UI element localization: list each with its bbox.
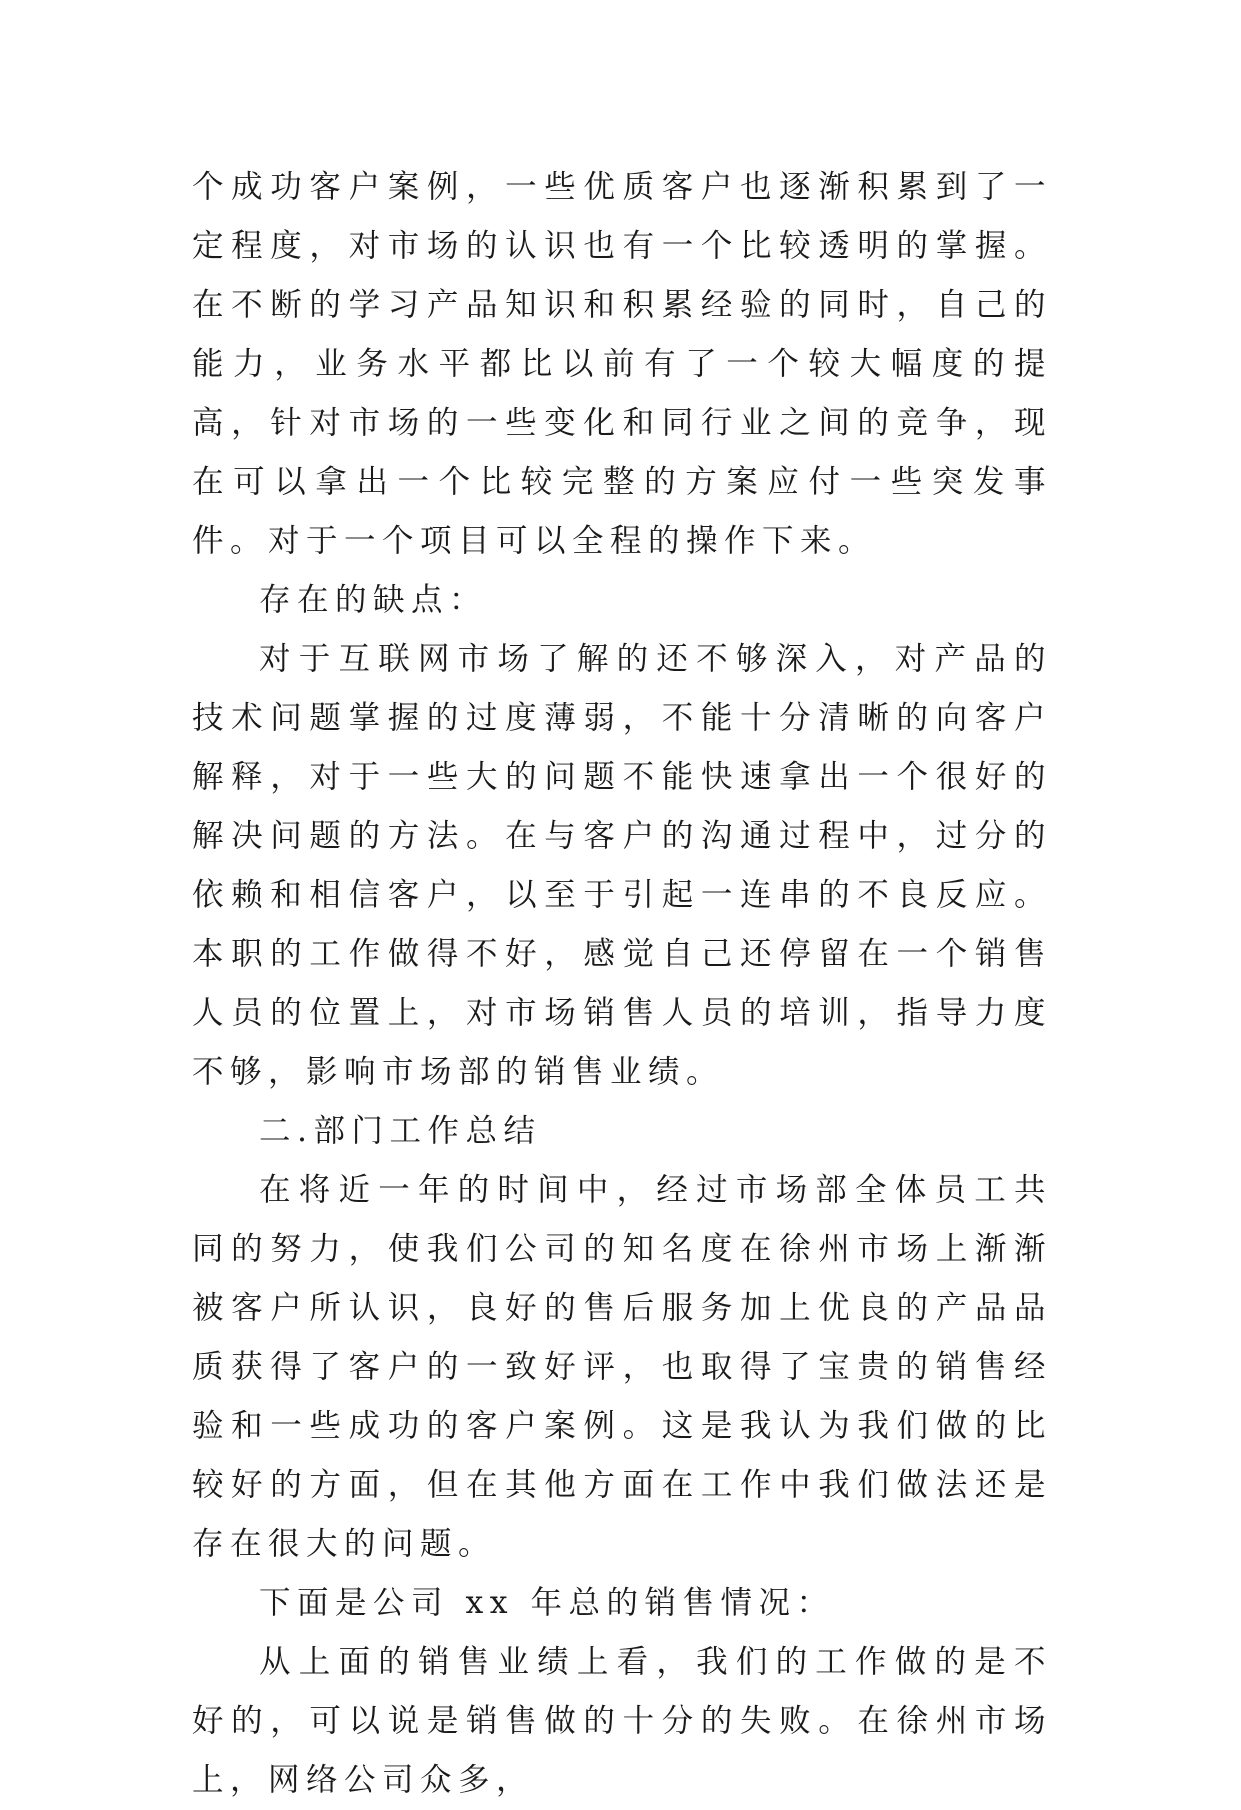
paragraph-shortcomings: 对于互联网市场了解的还不够深入，对产品的技术问题掌握的过度薄弱，不能十分清晰的向客户解释，对于一些大的问题不能快速拿出一个很好的解决问题的方法。在与客户的沟通过程中，过分的依赖和相信客户，以至于引起一连串的不良反应。本职的工作做得不好，感觉自己还停留在一个销售人员的位置上，对市场销售人员的培训，指导力度不够，影响市场部的销售业绩。 [192,641,1052,1090]
section-heading-department-summary: 二.部门工作总结 [259,1113,542,1149]
paragraph-department-summary: 在将近一年的时间中，经过市场部全体员工共同的努力，使我们公司的知名度在徐州市场上渐渐被客户所认识，良好的售后服务加上优良的产品品质获得了客户的一致好评，也取得了宝贵的销售经验和一些成功的客户案例。这是我认为我们做的比较好的方面，但在其他方面在工作中我们做法还是存在很大的问题。 [192,1172,1052,1562]
paragraph-heading-shortcomings: 存在的缺点： [259,582,488,618]
paragraph-continued: 个成功客户案例，一些优质客户也逐渐积累到了一定程度，对市场的认识也有一个比较透明的掌握。在不断的学习产品知识和积累经验的同时，自己的能力，业务水平都比以前有了一个较大幅度的提高，针对市场的一些变化和同行业之间的竞争，现在可以拿出一个比较完整的方案应付一些突发事件。对于一个项目可以全程的操作下来。 [192,169,1052,559]
document-body [192,158,1052,1810]
paragraph-sales-intro: 下面是公司 xx 年总的销售情况： [259,1585,835,1621]
paragraph-sales-analysis: 从上面的销售业绩上看，我们的工作做的是不好的，可以说是销售做的十分的失败。在徐州市场上，网络公司众多， [192,1644,1052,1798]
